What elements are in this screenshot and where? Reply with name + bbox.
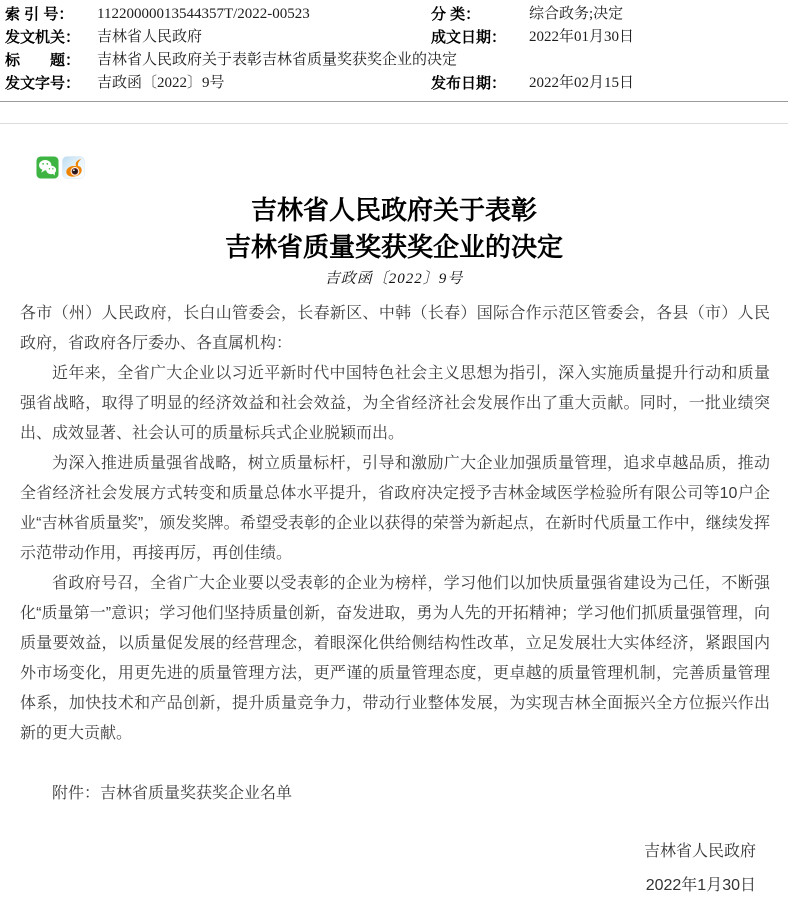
publish-date-value: 2022年02月15日 [529, 75, 635, 91]
document-title [0, 192, 788, 266]
index-number-label: 索 引 号： [5, 6, 74, 23]
wechat-share-icon[interactable] [36, 156, 59, 179]
signature-org: 吉林省人民政府 [643, 843, 756, 860]
document-meta-table [0, 0, 788, 102]
doc-number-value: 吉政函〔2022〕9号 [97, 75, 225, 91]
category-label: 分 类： [431, 6, 481, 23]
weibo-share-icon[interactable] [62, 156, 85, 179]
written-date-label: 成文日期： [431, 29, 507, 46]
share-buttons [36, 155, 788, 179]
body-paragraph-3: 省政府号召，全省广大企业要以受表彰的企业为榜样，学习他们以加快质量强省建设为己任，不断强化“质量第一”意识；学习他们坚持质量创新，奋发进取，勇为人先的开拓精神；学习他们抓质量强管理，向质量要效益，以质量促发展的经营理念，着眼深化供给侧结构性改革，立足发展壮大实体经济，紧跟国内外市场变化，用更先进的质量管理方法，更严谨的质量管理态度，更卓越的质量管理机制，完善质量管理体系，加快技术和产品创新，提升质量竞争力，带动行业整体发展，为实现吉林全面振兴全方位振兴作出新的更大贡献。 [20, 575, 770, 742]
signature-date: 2022年1月30日 [645, 877, 756, 894]
written-date-value: 2022年01月30日 [529, 29, 635, 45]
category-value: 综合政务;决定 [529, 6, 624, 22]
issuing-agency-label: 发文机关： [5, 29, 81, 46]
issuing-agency-value: 吉林省人民政府 [97, 29, 203, 45]
title-label: 标 题： [5, 52, 81, 69]
document-body [20, 299, 770, 749]
salutation-paragraph: 各市（州）人民政府，长白山管委会，长春新区、中韩（长春）国际合作示范区管委会，各县（市）人民政府，省政府各厅委办、各直属机构： [20, 305, 770, 352]
document-title-line1: 吉林省人民政府关于表彰 [250, 196, 537, 225]
header-divider [0, 123, 788, 124]
body-paragraph-1: 近年来，全省广大企业以习近平新时代中国特色社会主义思想为指引，深入实施质量提升行动和质量强省战略，取得了明显的经济效益和社会效益，为全省经济社会发展作出了重大贡献。同时，一批业绩突出、成效显著、社会认可的质量标兵式企业脱颖而出。 [20, 365, 770, 442]
attachment-reference: 附件：吉林省质量奖获奖企业名单 [52, 785, 293, 802]
body-paragraph-2: 为深入推进质量强省战略，树立质量标杆，引导和激励广大企业加强质量管理，追求卓越品质，推动全省经济社会发展方式转变和质量总体水平提升，省政府决定授予吉林金域医学检验所有限公司等10户企业“吉林省质量奖”，颁发奖牌。希望受表彰的企业以获得的荣誉为新起点，在新时代质量工作中，继续发挥示范带动作用，再接再厉，再创佳绩。 [20, 455, 770, 562]
publish-date-label: 发布日期： [431, 75, 507, 92]
index-number-value: 11220000013544357T/2022-00523 [97, 6, 310, 22]
signature-block [0, 835, 756, 903]
document-reference-number: 吉政函〔2022〕9号 [324, 271, 464, 287]
document-title-line2: 吉林省质量奖获奖企业的决定 [224, 233, 563, 262]
doc-number-label: 发文字号： [5, 75, 81, 92]
title-value: 吉林省人民政府关于表彰吉林省质量奖获奖企业的决定 [97, 52, 458, 68]
